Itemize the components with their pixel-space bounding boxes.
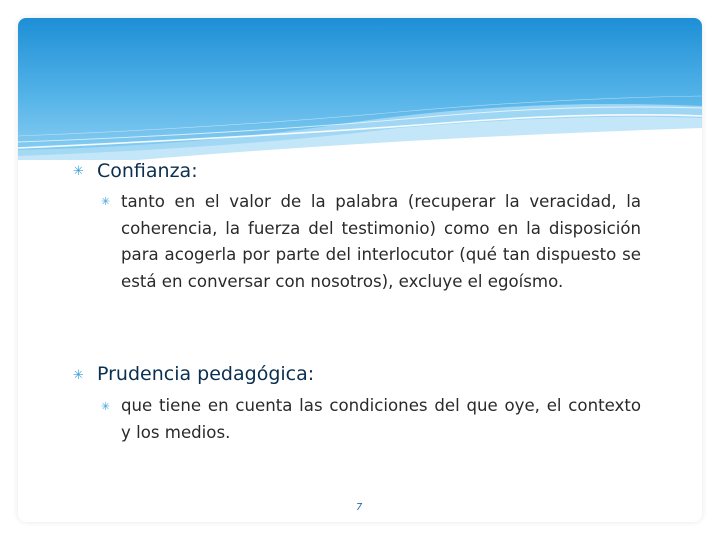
header-wave-graphic	[18, 18, 702, 160]
asterisk-bullet-icon: ✳	[73, 368, 84, 383]
item-sub-confianza: tanto en el valor de la palabra (recuperar la veracidad, la coherencia, la fuerza del testimonio) como en la disposición para acogerla por parte del interlocutor (qué tan dispuesto se está en conversar con nosotros), excluye el egoísmo.	[121, 192, 641, 291]
asterisk-bullet-icon: ✳	[101, 195, 111, 208]
item-heading-confianza: Confianza:	[97, 160, 198, 182]
asterisk-bullet-icon: ✳	[73, 164, 84, 179]
page-number: 7	[356, 502, 363, 513]
asterisk-bullet-icon: ✳	[101, 400, 111, 413]
header-band	[18, 18, 702, 160]
item-heading-prudencia: Prudencia pedagógica:	[97, 363, 315, 385]
item-sub-prudencia: que tiene en cuenta las condiciones del que oye, el contexto y los medios.	[121, 396, 641, 442]
